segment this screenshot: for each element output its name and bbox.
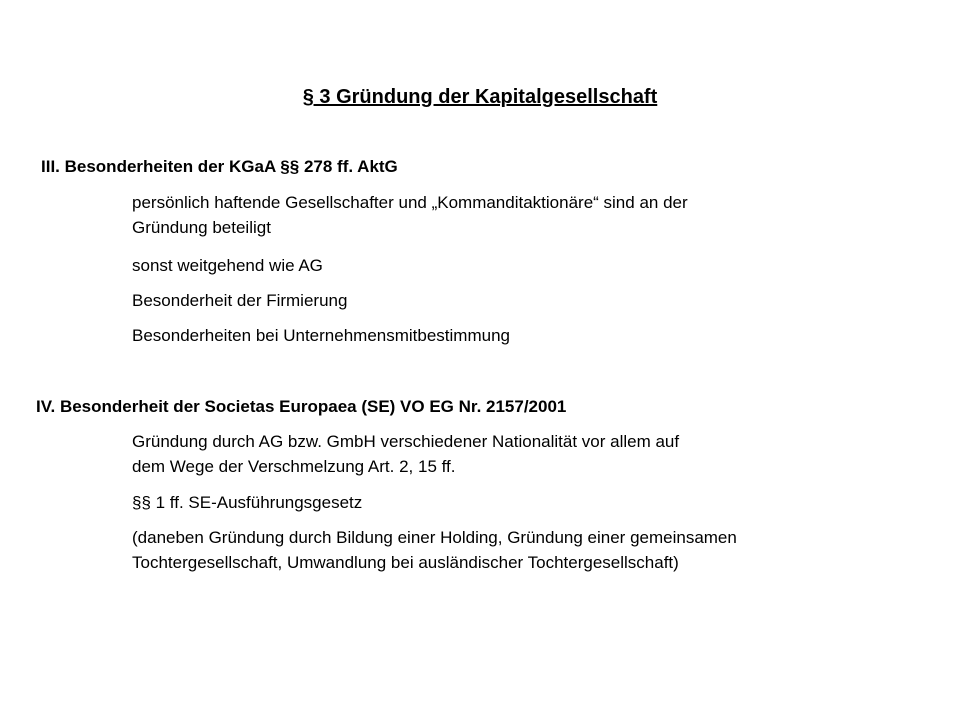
list-item-line: dem Wege der Verschmelzung Art. 2, 15 ff. [132, 457, 456, 476]
list-item-line: Besonderheit der Firmierung [132, 291, 348, 310]
list-item-line: §§ 1 ff. SE-Ausführungsgesetz [132, 493, 363, 512]
list-item-line: Tochtergesellschaft, Umwandlung bei ausländischer Tochtergesellschaft) [132, 553, 679, 572]
list-item [132, 190, 932, 240]
list-item [132, 253, 932, 278]
list-item [132, 429, 932, 479]
list-item-line: Gründung beteiligt [132, 218, 271, 237]
list-item [132, 323, 932, 348]
list-item-line: Besonderheiten bei Unternehmensmitbestimmung [132, 326, 510, 345]
list-item-line: (daneben Gründung durch Bildung einer Holding, Gründung einer gemeinsamen [132, 528, 737, 547]
list-item [132, 288, 932, 313]
section-heading-iv: IV. Besonderheit der Societas Europaea (SE) VO EG Nr. 2157/2001 [36, 397, 567, 416]
list-item-line: sonst weitgehend wie AG [132, 256, 323, 275]
slide-title: § 3 Gründung der Kapitalgesellschaft [302, 86, 658, 108]
section-heading-iii: III. Besonderheiten der KGaA §§ 278 ff. AktG [41, 157, 398, 176]
list-item-line: persönlich haftende Gesellschafter und „Kommanditaktionäre“ sind an der [132, 193, 688, 212]
list-item [132, 525, 932, 575]
list-item-line: Gründung durch AG bzw. GmbH verschiedener Nationalität vor allem auf [132, 432, 680, 451]
list-item [132, 490, 932, 515]
